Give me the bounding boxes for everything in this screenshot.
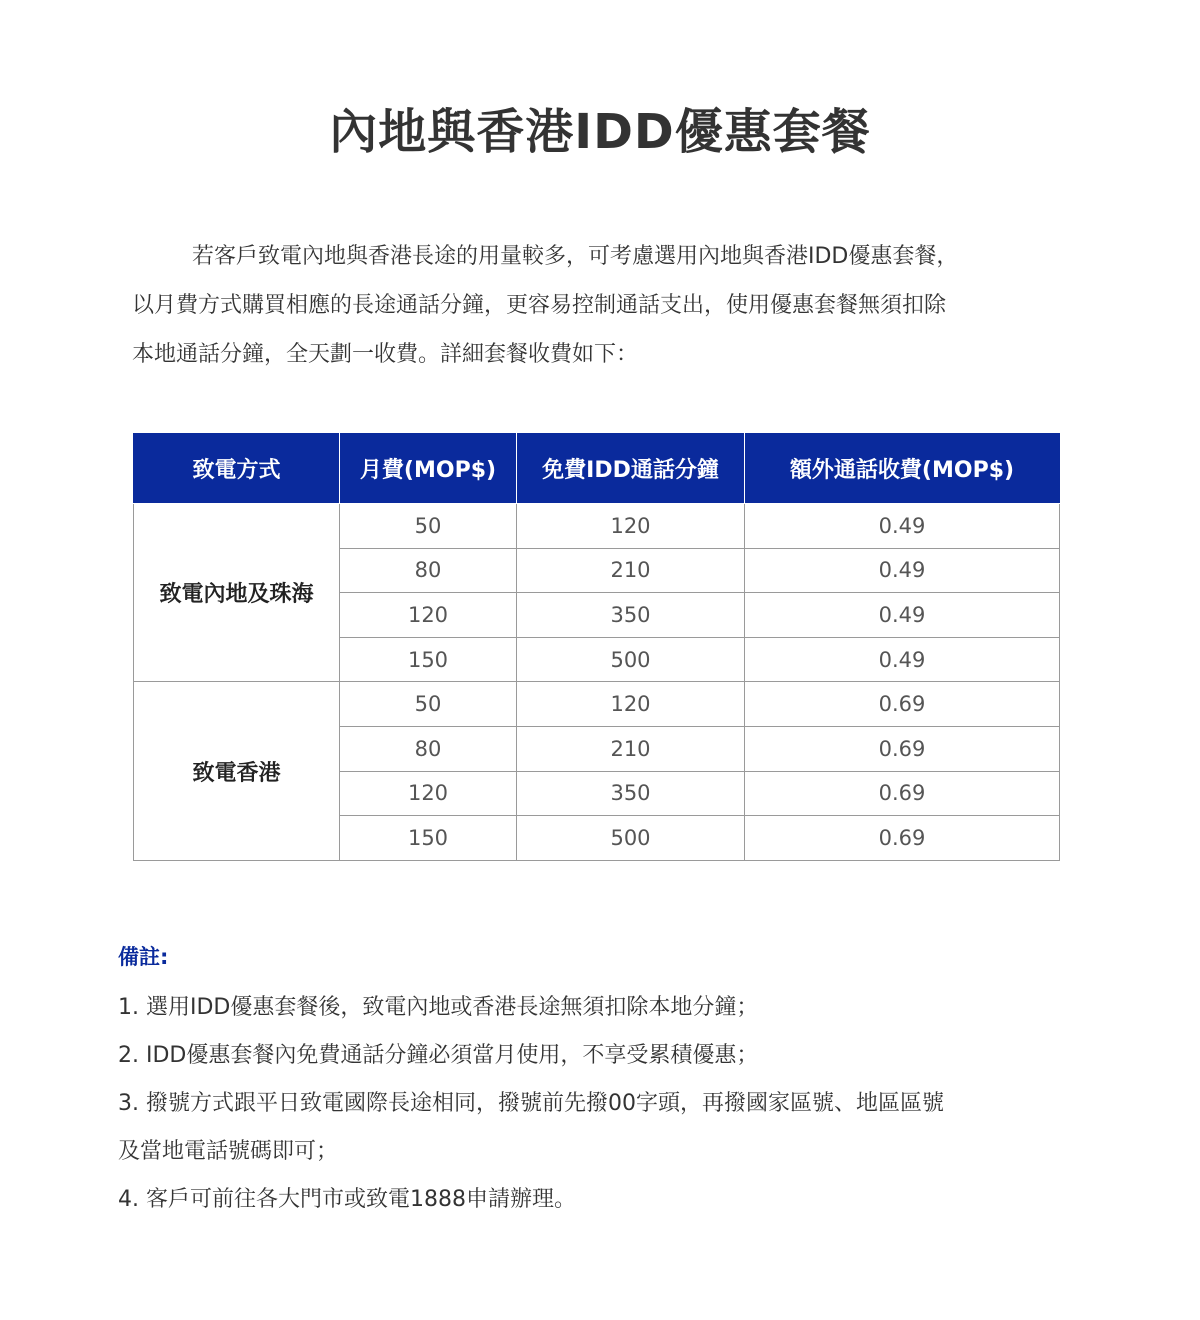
monthly-fee-cell: 50	[340, 682, 517, 727]
region-cell-hongkong: 致電香港	[134, 682, 340, 860]
region-cell-mainland: 致電內地及珠海	[134, 504, 340, 682]
header-extra-charge: 額外通話收費(MOP$)	[745, 434, 1060, 504]
monthly-fee-cell: 80	[340, 548, 517, 593]
extra-charge-cell: 0.69	[745, 816, 1060, 861]
note-item	[118, 1032, 1078, 1080]
rate-table	[133, 433, 1060, 861]
free-minutes-cell: 210	[517, 548, 745, 593]
note-continuation: 及當地電話號碼即可；	[118, 1139, 339, 1164]
intro-paragraph	[132, 232, 1072, 379]
table-row	[134, 504, 1060, 549]
note-text: 選用IDD優惠套餐後，致電內地或香港長途無須扣除本地分鐘；	[146, 995, 759, 1020]
free-minutes-cell: 350	[517, 593, 745, 638]
header-monthly-fee: 月費(MOP$)	[340, 434, 517, 504]
page-title: 內地與香港IDD優惠套餐	[329, 104, 871, 160]
extra-charge-cell: 0.49	[745, 548, 1060, 593]
note-number: 3.	[118, 1091, 139, 1116]
intro-line: 若客戶致電內地與香港長途的用量較多，可考慮選用內地與香港IDD優惠套餐，	[192, 244, 959, 269]
header-call-type: 致電方式	[134, 434, 340, 504]
notes-title: 備註:	[118, 945, 169, 969]
table-row	[134, 682, 1060, 727]
free-minutes-cell: 120	[517, 504, 745, 549]
monthly-fee-cell: 150	[340, 637, 517, 682]
intro-line: 本地通話分鐘，全天劃一收費。詳細套餐收費如下：	[132, 342, 639, 367]
note-number: 4.	[118, 1187, 139, 1212]
intro-line: 以月費方式購買相應的長途通話分鐘，更容易控制通話支出，使用優惠套餐無須扣除	[132, 293, 947, 318]
extra-charge-cell: 0.69	[745, 771, 1060, 816]
note-item	[118, 984, 1078, 1032]
table-header-row	[134, 434, 1060, 504]
note-number: 2.	[118, 1043, 139, 1068]
notes-section	[118, 938, 1078, 1224]
extra-charge-cell: 0.69	[745, 682, 1060, 727]
extra-charge-cell: 0.49	[745, 593, 1060, 638]
free-minutes-cell: 120	[517, 682, 745, 727]
monthly-fee-cell: 80	[340, 726, 517, 771]
monthly-fee-cell: 50	[340, 504, 517, 549]
header-free-minutes: 免費IDD通話分鐘	[517, 434, 745, 504]
note-item	[118, 1080, 1078, 1128]
note-number: 1.	[118, 995, 139, 1020]
free-minutes-cell: 350	[517, 771, 745, 816]
note-text: 撥號方式跟平日致電國際長途相同，撥號前先撥00字頭，再撥國家區號、地區區號	[146, 1091, 944, 1116]
free-minutes-cell: 210	[517, 726, 745, 771]
free-minutes-cell: 500	[517, 637, 745, 682]
monthly-fee-cell: 120	[340, 593, 517, 638]
extra-charge-cell: 0.69	[745, 726, 1060, 771]
monthly-fee-cell: 150	[340, 816, 517, 861]
free-minutes-cell: 500	[517, 816, 745, 861]
note-text: 客戶可前往各大門市或致電1888申請辦理。	[146, 1187, 576, 1212]
note-item	[118, 1176, 1078, 1224]
extra-charge-cell: 0.49	[745, 637, 1060, 682]
monthly-fee-cell: 120	[340, 771, 517, 816]
extra-charge-cell: 0.49	[745, 504, 1060, 549]
note-text: IDD優惠套餐內免費通話分鐘必須當月使用，不享受累積優惠；	[146, 1043, 759, 1068]
